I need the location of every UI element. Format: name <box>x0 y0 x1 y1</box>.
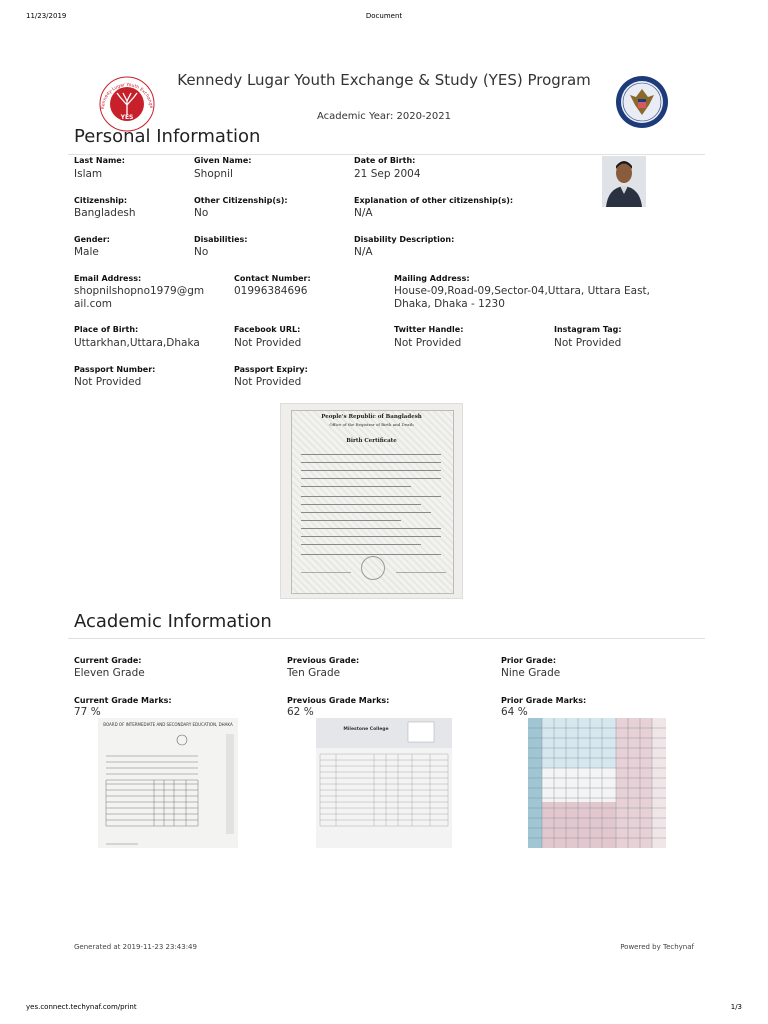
current-grade-transcript-image <box>98 718 238 848</box>
academic-divider <box>68 638 705 639</box>
given-name-value: Shopnil <box>194 168 233 180</box>
birth-certificate-image <box>280 403 463 599</box>
explanation-value: N/A <box>354 207 373 219</box>
passport-expiry-label: Passport Expiry: <box>234 365 308 374</box>
previous-marks-label: Previous Grade Marks: <box>287 696 390 705</box>
email-label: Email Address: <box>74 274 142 283</box>
other-citizenship-value: No <box>194 207 209 219</box>
facebook-value: Not Provided <box>234 337 302 349</box>
contact-value: 01996384696 <box>234 285 308 297</box>
instagram-label: Instagram Tag: <box>554 325 622 334</box>
contact-label: Contact Number: <box>234 274 311 283</box>
given-name-label: Given Name: <box>194 156 252 165</box>
generated-at: Generated at 2019-11-23 23:43:49 <box>74 943 197 951</box>
disabilities-label: Disabilities: <box>194 235 248 244</box>
passport-number-value: Not Provided <box>74 376 142 388</box>
current-marks-value: 77 % <box>74 706 101 718</box>
prior-marks-value: 64 % <box>501 706 528 718</box>
other-citizenship-label: Other Citizenship(s): <box>194 196 288 205</box>
gender-value: Male <box>74 246 99 258</box>
prior-grade-label: Prior Grade: <box>501 656 557 665</box>
passport-number-label: Passport Number: <box>74 365 156 374</box>
academic-year: Academic Year: 2020-2021 <box>316 111 452 122</box>
email-value: shopnilshopno1979@gm ail.com <box>74 285 205 310</box>
program-title: Kennedy Lugar Youth Exchange & Study (YES) Program <box>177 71 591 89</box>
transcript2-title: Milestone College <box>343 727 389 732</box>
previous-grade-value: Ten Grade <box>287 667 341 679</box>
state-department-seal-icon <box>615 75 669 129</box>
page-number: 1/3 <box>730 1003 742 1011</box>
twitter-value: Not Provided <box>394 337 462 349</box>
prior-grade-value: Nine Grade <box>501 667 561 679</box>
last-name-label: Last Name: <box>74 156 125 165</box>
prior-marks-label: Prior Grade Marks: <box>501 696 587 705</box>
academic-info-heading: Academic Information <box>74 611 272 632</box>
previous-grade-transcript-image <box>316 718 452 848</box>
citizenship-value: Bangladesh <box>74 207 136 219</box>
explanation-label: Explanation of other citizenship(s): <box>354 196 514 205</box>
print-url: yes.connect.techynaf.com/print <box>26 1003 137 1011</box>
disability-description-value: N/A <box>354 246 373 258</box>
svg-text:BOARD OF INTERMEDIATE AND SECO: BOARD OF INTERMEDIATE AND SECONDARY EDUCATION, DHAKA <box>103 722 233 727</box>
print-date: 11/23/2019 <box>26 12 67 20</box>
current-grade-value: Eleven Grade <box>74 667 145 679</box>
birth-cert-line2: Office of the Registrar of Birth and Death <box>329 422 414 427</box>
citizenship-label: Citizenship: <box>74 196 128 205</box>
last-name-value: Islam <box>74 168 103 180</box>
birth-cert-line1: People's Republic of Bangladesh <box>321 414 422 420</box>
place-of-birth-label: Place of Birth: <box>74 325 139 334</box>
dob-value: 21 Sep 2004 <box>354 168 421 180</box>
place-of-birth-value: Uttarkhan,Uttara,Dhaka <box>74 337 200 349</box>
applicant-photo <box>602 156 646 207</box>
disabilities-value: No <box>194 246 209 258</box>
dob-label: Date of Birth: <box>354 156 416 165</box>
yes-logo <box>98 75 156 133</box>
print-title: Document <box>365 12 403 20</box>
passport-expiry-value: Not Provided <box>234 376 302 388</box>
mailing-address-label: Mailing Address: <box>394 274 470 283</box>
current-grade-label: Current Grade: <box>74 656 142 665</box>
instagram-value: Not Provided <box>554 337 622 349</box>
disability-description-label: Disability Description: <box>354 235 455 244</box>
prior-grade-transcript-image <box>528 718 666 848</box>
powered-by: Powered by Techynaf <box>620 943 694 951</box>
facebook-label: Facebook URL: <box>234 325 301 334</box>
previous-marks-value: 62 % <box>287 706 314 718</box>
twitter-label: Twitter Handle: <box>394 325 464 334</box>
birth-cert-line3: Birth Certificate <box>346 438 397 444</box>
gender-label: Gender: <box>74 235 110 244</box>
current-marks-label: Current Grade Marks: <box>74 696 172 705</box>
previous-grade-label: Previous Grade: <box>287 656 360 665</box>
mailing-address-value: House-09,Road-09,Sector-04,Uttara, Uttara East, Dhaka, Dhaka - 1230 <box>394 285 651 310</box>
logo-center-text: YES <box>120 114 134 121</box>
personal-info-heading: Personal Information <box>74 126 261 147</box>
personal-divider <box>68 154 705 155</box>
logo-ring-text: Kennedy-Lugar Youth Exchange <box>100 82 154 110</box>
